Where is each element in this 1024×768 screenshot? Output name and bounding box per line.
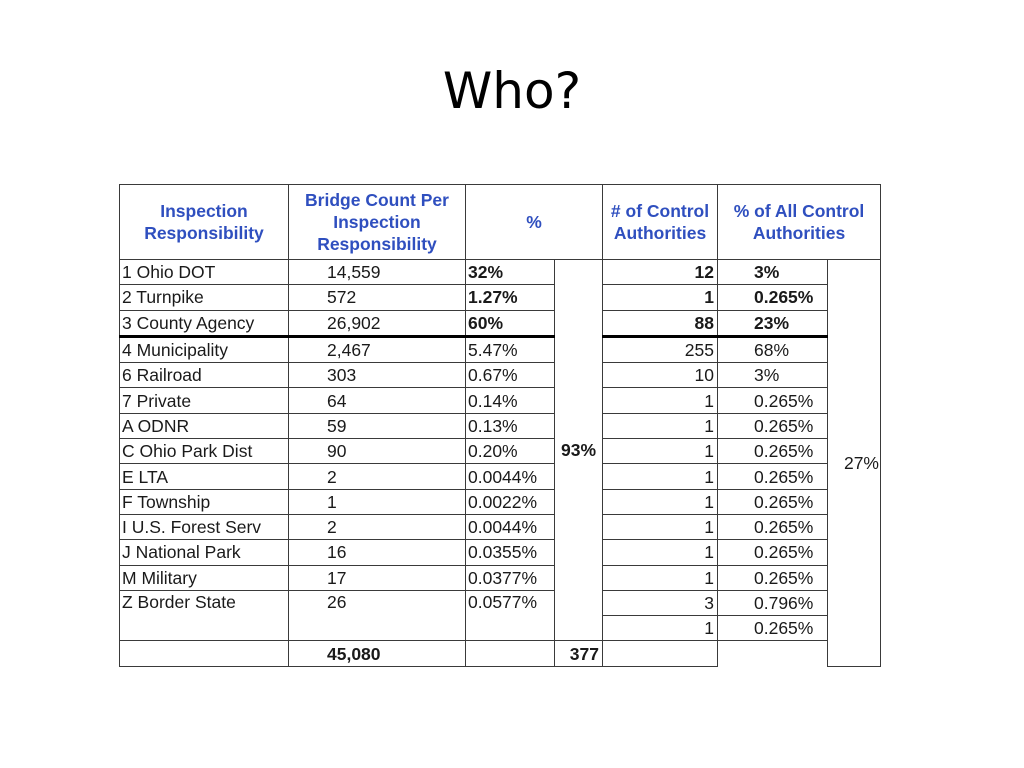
- cell-responsibility: Z Border State: [120, 590, 289, 641]
- cell-responsibility: 1 Ohio DOT: [120, 260, 289, 285]
- cell-responsibility: 4 Municipality: [120, 336, 289, 362]
- cell-bridge-count: 14,559: [289, 260, 466, 285]
- table-row: [120, 489, 881, 514]
- cell-control-authorities: 1: [603, 616, 718, 641]
- cell-control-authorities: 1: [603, 514, 718, 539]
- cell-percent: 0.20%: [466, 439, 555, 464]
- cell-control-authorities: 10: [603, 363, 718, 388]
- cell-percent: 32%: [466, 260, 555, 285]
- cell-bridge-count: 2: [289, 464, 466, 489]
- cell-bridge-count: 17: [289, 565, 466, 590]
- cell-authority-percent: 0.265%: [718, 439, 828, 464]
- table-row: [120, 464, 881, 489]
- bridge-inspection-table: [119, 184, 881, 667]
- cell-bridge-count: 26,902: [289, 310, 466, 336]
- cell-percent: 0.13%: [466, 413, 555, 438]
- cell-authority-percent: 0.265%: [718, 413, 828, 438]
- cell-group-percent: 93%: [555, 260, 603, 641]
- cell-control-authorities: 12: [603, 260, 718, 285]
- cell-authority-percent: 0.265%: [718, 388, 828, 413]
- cell-bridge-count: 26: [289, 590, 466, 641]
- cell-percent: 1.27%: [466, 285, 555, 310]
- cell-responsibility: J National Park: [120, 540, 289, 565]
- table-row: [120, 336, 881, 362]
- cell-percent: 0.0377%: [466, 565, 555, 590]
- cell-group-authority-percent: 27%: [828, 260, 881, 667]
- header-control-authorities: # of Control Authorities: [603, 185, 718, 260]
- cell-bridge-count: 90: [289, 439, 466, 464]
- cell-percent: 0.0044%: [466, 514, 555, 539]
- cell-control-authorities: 1: [603, 285, 718, 310]
- cell-authority-percent: 3%: [718, 363, 828, 388]
- cell-authority-percent: 0.265%: [718, 540, 828, 565]
- cell-control-authorities: 1: [603, 540, 718, 565]
- cell-bridge-count: 64: [289, 388, 466, 413]
- header-bridge-count: Bridge Count Per Inspection Responsibility: [289, 185, 466, 260]
- cell-percent: 60%: [466, 310, 555, 336]
- table-row: [120, 439, 881, 464]
- cell-control-authorities: 255: [603, 336, 718, 362]
- cell-bridge-count: 2: [289, 514, 466, 539]
- cell-bridge-count: 59: [289, 413, 466, 438]
- cell-percent: 5.47%: [466, 336, 555, 362]
- cell-responsibility: C Ohio Park Dist: [120, 439, 289, 464]
- table-row: [120, 388, 881, 413]
- cell-responsibility: 6 Railroad: [120, 363, 289, 388]
- table-row: [120, 514, 881, 539]
- cell-responsibility: F Township: [120, 489, 289, 514]
- table-row: [120, 285, 881, 310]
- cell-percent: 0.0022%: [466, 489, 555, 514]
- cell-authority-percent: 0.265%: [718, 514, 828, 539]
- header-row: [120, 185, 881, 260]
- cell-control-authorities: 1: [603, 464, 718, 489]
- cell-control-authorities: 1: [603, 439, 718, 464]
- cell-bridge-count: 572: [289, 285, 466, 310]
- header-inspection-responsibility: Inspection Responsibility: [120, 185, 289, 260]
- cell-percent: 0.0044%: [466, 464, 555, 489]
- cell-control-authorities: 1: [603, 413, 718, 438]
- cell-percent: 0.0355%: [466, 540, 555, 565]
- cell-bridge-count: 1: [289, 489, 466, 514]
- cell-control-authorities: 1: [603, 489, 718, 514]
- table-row: [120, 590, 881, 615]
- cell-responsibility: M Military: [120, 565, 289, 590]
- cell-bridge-count: 16: [289, 540, 466, 565]
- cell-responsibility: 7 Private: [120, 388, 289, 413]
- cell-total-authority-percent: [603, 641, 718, 666]
- cell-responsibility: 2 Turnpike: [120, 285, 289, 310]
- cell-control-authorities: 3: [603, 590, 718, 615]
- table-row: [120, 310, 881, 336]
- cell-authority-percent: 0.265%: [718, 489, 828, 514]
- cell-total-percent: [466, 641, 555, 666]
- cell-authority-percent: 0.265%: [718, 565, 828, 590]
- totals-row: [120, 641, 881, 666]
- header-percent: %: [466, 185, 603, 260]
- table-row: [120, 540, 881, 565]
- cell-responsibility: 3 County Agency: [120, 310, 289, 336]
- cell-percent: 0.67%: [466, 363, 555, 388]
- cell-responsibility: E LTA: [120, 464, 289, 489]
- cell-responsibility: I U.S. Forest Serv: [120, 514, 289, 539]
- cell-authority-percent: 3%: [718, 260, 828, 285]
- cell-authority-percent: 23%: [718, 310, 828, 336]
- table-row: [120, 565, 881, 590]
- cell-control-authorities: 1: [603, 388, 718, 413]
- table-row: [120, 363, 881, 388]
- cell-totals-label: [120, 641, 289, 666]
- table-row: [120, 413, 881, 438]
- cell-total-bridge-count: 45,080: [289, 641, 466, 666]
- cell-authority-percent: 0.265%: [718, 285, 828, 310]
- cell-percent: 0.14%: [466, 388, 555, 413]
- cell-bridge-count: 303: [289, 363, 466, 388]
- cell-control-authorities: 88: [603, 310, 718, 336]
- cell-authority-percent: 0.265%: [718, 464, 828, 489]
- cell-total-control-authorities: 377: [555, 641, 603, 666]
- header-percent-control-authorities: % of All Control Authorities: [718, 185, 881, 260]
- cell-control-authorities: 1: [603, 565, 718, 590]
- cell-bridge-count: 2,467: [289, 336, 466, 362]
- cell-authority-percent: 0.796%: [718, 590, 828, 615]
- cell-responsibility: A ODNR: [120, 413, 289, 438]
- slide-title: Who?: [442, 62, 582, 120]
- cell-authority-percent: 0.265%: [718, 616, 828, 641]
- cell-percent: 0.0577%: [466, 590, 555, 641]
- cell-authority-percent: 68%: [718, 336, 828, 362]
- table-row: [120, 260, 881, 285]
